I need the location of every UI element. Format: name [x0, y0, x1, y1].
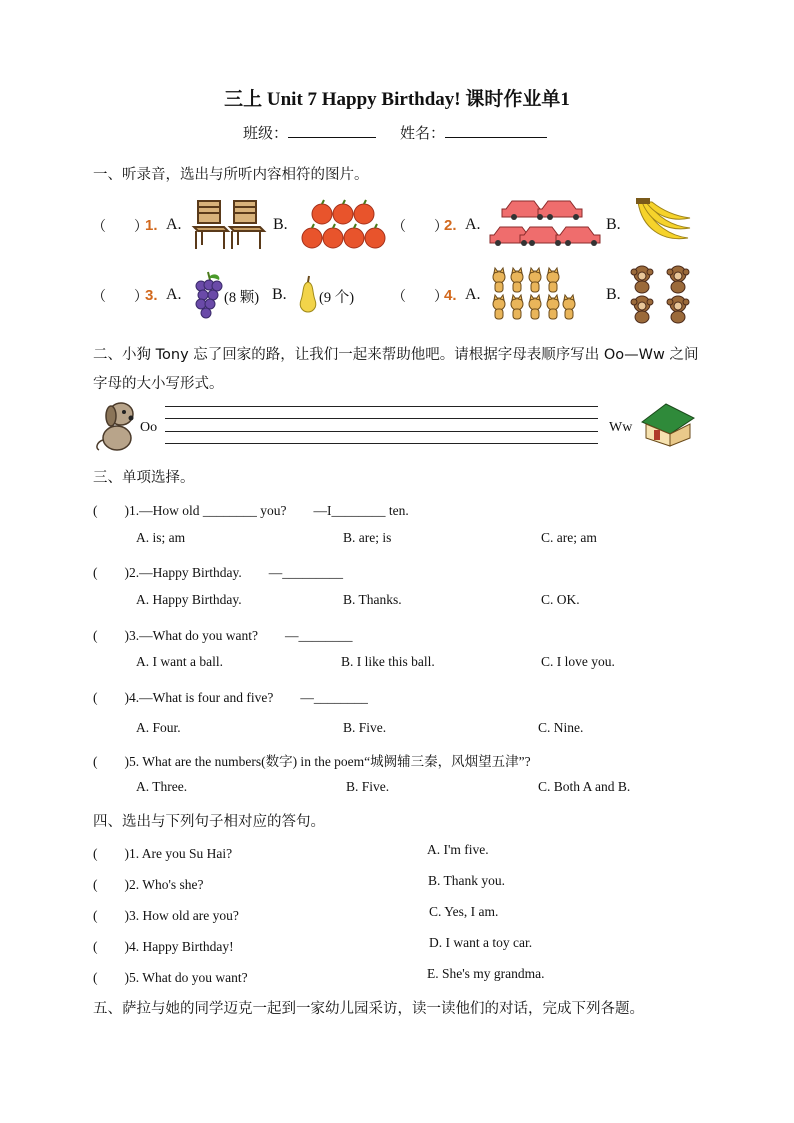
- match-question-4[interactable]: ( )4. Happy Birthday!: [93, 939, 234, 954]
- match-answer-b: B. Thank you.: [428, 873, 505, 888]
- match-answer-a: A. I'm five.: [427, 842, 489, 857]
- option-a-1: A.: [166, 216, 182, 233]
- class-field[interactable]: [243, 122, 376, 143]
- pear-count: (9 个): [319, 290, 355, 306]
- option-b-3: B.: [272, 286, 287, 303]
- option-a-2: A.: [465, 216, 481, 233]
- option-b-1: B.: [273, 216, 288, 233]
- writing-line-4[interactable]: [165, 443, 598, 444]
- end-letter: Ww: [609, 420, 633, 435]
- house-image: [636, 402, 696, 448]
- match-question-5[interactable]: ( )5. What do you want?: [93, 970, 248, 985]
- option-b-2: B.: [606, 216, 621, 233]
- page-title: 三上 Unit 7 Happy Birthday! 课时作业单1: [224, 89, 570, 110]
- grapes-count: (8 颗): [224, 290, 260, 306]
- section2-heading-line2: 字母的大小写形式。: [93, 376, 224, 392]
- q5-option-c[interactable]: C. Both A and B.: [538, 779, 631, 794]
- match-answer-e: E. She's my grandma.: [427, 966, 545, 981]
- section4-heading: 四、选出与下列句子相对应的答句。: [93, 814, 325, 830]
- q5-option-a[interactable]: A. Three.: [136, 779, 188, 794]
- class-blank[interactable]: [288, 123, 376, 138]
- option-a-3: A.: [166, 286, 182, 303]
- q3-option-a[interactable]: A. I want a ball.: [136, 654, 223, 669]
- grapes-image: [193, 270, 223, 320]
- question-4[interactable]: ( )4.—What is four and five? —________: [93, 690, 368, 705]
- match-answer-d: D. I want a toy car.: [429, 935, 533, 950]
- section5-heading: 五、萨拉与她的同学迈克一起到一家幼儿园采访，读一读他们的对话，完成下列各题。: [93, 1001, 644, 1017]
- pear-image: [296, 274, 320, 314]
- match-question-1[interactable]: ( )1. Are you Su Hai?: [93, 846, 233, 861]
- cats-image: [490, 268, 578, 322]
- section1-heading: 一、听录音，选出与所听内容相符的图片。: [93, 167, 369, 183]
- q4-option-c[interactable]: C. Nine.: [538, 720, 584, 735]
- match-answer-c: C. Yes, I am.: [429, 904, 499, 919]
- match-question-2[interactable]: ( )2. Who's she?: [93, 877, 204, 892]
- q2-option-c[interactable]: C. OK.: [541, 592, 580, 607]
- question-2[interactable]: ( )2.—Happy Birthday. —_________: [93, 565, 343, 580]
- cars-image: [490, 197, 600, 253]
- name-blank[interactable]: [445, 123, 547, 138]
- start-letter: Oo: [140, 420, 158, 435]
- question-3[interactable]: ( )3.—What do you want? —________: [93, 628, 353, 643]
- answer-paren-1[interactable]: （ ）: [92, 219, 148, 235]
- bananas-image: [632, 198, 692, 246]
- option-b-4: B.: [606, 286, 621, 303]
- q3-option-c[interactable]: C. I love you.: [541, 654, 615, 669]
- option-a-4: A.: [465, 286, 481, 303]
- item-number-1: 1.: [145, 217, 158, 234]
- apples-image: [298, 200, 388, 252]
- section3-heading: 三、单项选择。: [93, 470, 195, 486]
- q2-option-a[interactable]: A. Happy Birthday.: [136, 592, 242, 607]
- answer-paren-4[interactable]: （ ）: [392, 289, 448, 305]
- q1-option-b[interactable]: B. are; is: [343, 530, 392, 545]
- answer-paren-3[interactable]: （ ）: [92, 289, 148, 305]
- question-1[interactable]: ( )1.—How old ________ you? —I________ ten.: [93, 503, 409, 518]
- q4-option-a[interactable]: A. Four.: [136, 720, 181, 735]
- q5-option-b[interactable]: B. Five.: [346, 779, 390, 794]
- section2-heading-line1: 二、小狗 Tony 忘了回家的路，让我们一起来帮助他吧。请根据字母表顺序写出 Oo—Ww 之间: [93, 347, 699, 363]
- writing-line-1[interactable]: [165, 406, 598, 407]
- dog-image: [93, 400, 139, 454]
- item-number-3: 3.: [145, 287, 158, 304]
- q1-option-a[interactable]: A. is; am: [136, 530, 186, 545]
- answer-paren-2[interactable]: （ ）: [392, 219, 448, 235]
- item-number-4: 4.: [444, 287, 457, 304]
- writing-line-2[interactable]: [165, 418, 598, 419]
- q1-option-c[interactable]: C. are; am: [541, 530, 597, 545]
- writing-line-3[interactable]: [165, 431, 598, 432]
- q4-option-b[interactable]: B. Five.: [343, 720, 387, 735]
- name-label: 姓名：: [400, 124, 446, 142]
- q2-option-b[interactable]: B. Thanks.: [343, 592, 402, 607]
- item-number-2: 2.: [444, 217, 457, 234]
- monkeys-image: [630, 264, 696, 324]
- question-5[interactable]: ( )5. What are the numbers(数字) in the poem“城阙辅三秦，风烟望五津”?: [93, 754, 531, 769]
- chairs-image: [192, 199, 266, 251]
- name-field[interactable]: [400, 122, 547, 143]
- match-question-3[interactable]: ( )3. How old are you?: [93, 908, 239, 923]
- q3-option-b[interactable]: B. I like this ball.: [341, 654, 435, 669]
- class-label: 班级：: [243, 124, 289, 142]
